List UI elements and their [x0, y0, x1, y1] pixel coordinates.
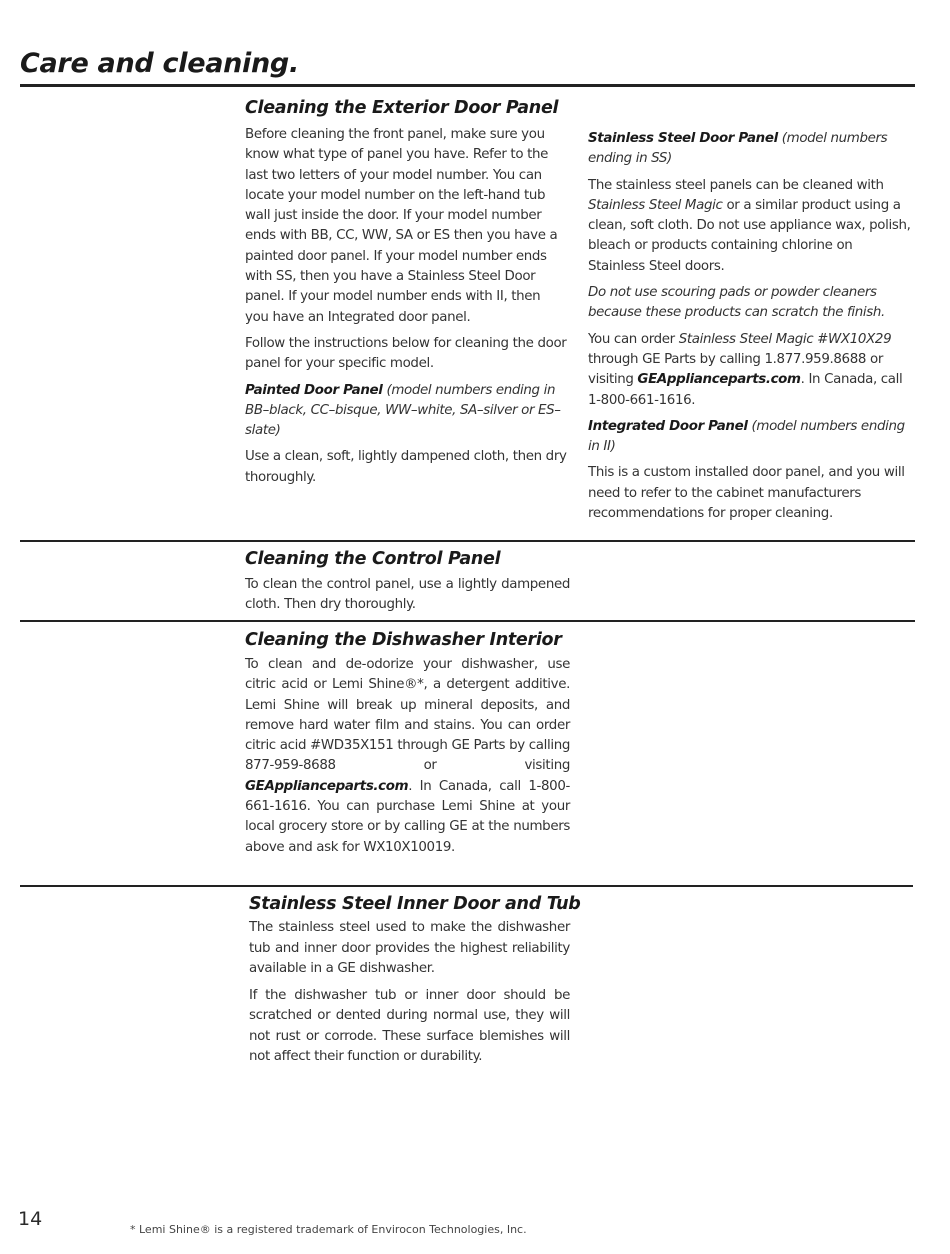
exterior-right-column — [588, 129, 913, 530]
painted-panel-heading — [245, 381, 567, 442]
tub-heading: Stainless Steel Inner Door and Tub — [249, 894, 581, 914]
integrated-panel-text: This is a custom installed door panel, and you will need to refer to the cabinet manufacturers recommendations for proper cleaning. — [588, 465, 905, 522]
exterior-heading: Cleaning the Exterior Door Panel — [245, 98, 559, 118]
stainless-product: Stainless Steel Magic — [588, 197, 723, 213]
stainless-warning: Do not use scouring pads or powder cleaners because these products can scratch the finish. — [588, 285, 885, 321]
painted-panel-title: Painted Door Panel — [245, 382, 383, 398]
order-text-2: through GE Parts by calling 1.877.959.8688 or visiting — [588, 351, 883, 388]
integrated-panel-heading — [588, 417, 913, 458]
interior-heading: Cleaning the Dishwasher Interior — [245, 630, 562, 650]
section-divider — [20, 620, 915, 622]
integrated-panel-title: Integrated Door Panel — [588, 418, 748, 434]
painted-panel-note: (model numbers ending in BB–black, CC–bisque, WW–white, SA–silver or ES–slate) — [245, 382, 561, 439]
stainless-text-1: The stainless steel panels can be cleaned with — [588, 177, 884, 193]
footnote: * Lemi Shine® is a registered trademark of Envirocon Technologies, Inc. — [130, 1223, 527, 1236]
exterior-follow: Follow the instructions below for cleaning the door panel for your specific model. — [245, 335, 567, 372]
control-text: To clean the control panel, use a lightly dampened cloth. Then dry thoroughly. — [245, 577, 570, 613]
stainless-order — [588, 330, 913, 411]
page-title: Care and cleaning. — [20, 48, 299, 79]
section-divider — [20, 540, 915, 542]
page-number: 14 — [18, 1208, 43, 1230]
stainless-panel-heading — [588, 129, 913, 170]
integrated-panel-note: (model numbers ending in II) — [588, 418, 905, 455]
interior-text-2: . In Canada, call 1-800-661-1616. You can purchase Lemi Shine at your local grocery store or by calling GE at the numbers above and ask for WX10X10019. — [245, 778, 570, 855]
title-rule — [20, 84, 915, 87]
order-text-3: . In Canada, call 1-800-661-1616. — [588, 372, 903, 408]
stainless-panel-text — [588, 176, 913, 277]
section-divider — [20, 885, 913, 887]
interior-column — [245, 655, 570, 864]
order-site-link[interactable]: GEApplianceparts.com — [637, 372, 801, 388]
exterior-intro: Before cleaning the front panel, make sure you know what type of panel you have. Refer to the last two letters of your model number. You can locate your model number on the left-hand tub wall just inside the door. If your model number ends with BB, CC, WW, SA or ES then you have a painted door panel. If your model number ends with SS, then you have a Stainless Steel Door panel. If your model number ends with II, then you have an Integrated door panel. — [245, 127, 558, 325]
control-heading: Cleaning the Control Panel — [245, 549, 501, 569]
stainless-text-2: or a similar product using a clean, soft cloth. Do not use appliance wax, polish, bleach or products containing chlorine on Stainless Steel doors. — [588, 197, 911, 274]
interior-site-link[interactable]: GEApplianceparts.com — [245, 778, 409, 794]
tub-column — [249, 918, 570, 1074]
stainless-panel-note: (model numbers ending in SS) — [588, 131, 888, 167]
order-product: Stainless Steel Magic #WX10X29 — [678, 331, 892, 347]
tub-para-1: The stainless steel used to make the dishwasher tub and inner door provides the highest reliability available in a GE dishwasher. — [249, 920, 570, 976]
interior-text-1: To clean and de-odorize your dishwasher, use citric acid or Lemi Shine®*, a detergent additive. Lemi Shine will break up mineral deposits, and remove hard water film and stains. You can order citric acid #WD35X151 through GE Parts by calling 877-959-8688 or visiting — [245, 657, 570, 774]
tub-para-2: If the dishwasher tub or inner door should be scratched or dented during normal use, they will not rust or corrode. These surface blemishes will not affect their function or durability. — [249, 987, 570, 1064]
order-text-1: You can order — [588, 331, 675, 347]
stainless-panel-title: Stainless Steel Door Panel — [588, 131, 778, 146]
painted-panel-text: Use a clean, soft, lightly dampened cloth, then dry thoroughly. — [245, 449, 567, 485]
exterior-left-column — [245, 125, 567, 494]
interior-text — [245, 655, 570, 858]
control-column — [245, 575, 570, 622]
